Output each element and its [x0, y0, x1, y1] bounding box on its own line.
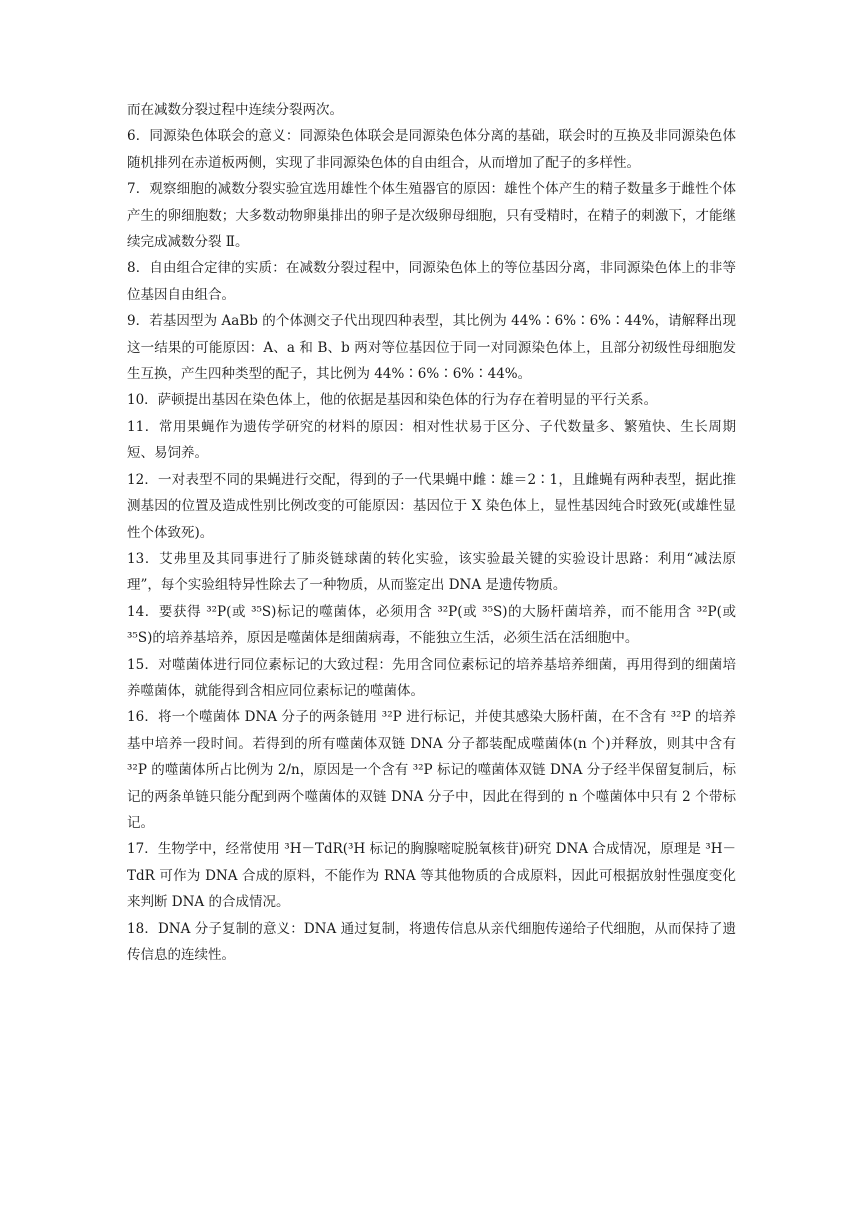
paragraph-item-11: 11．常用果蝇作为遗传学研究的材料的原因：相对性状易于区分、子代数量多、繁殖快、生长周期短、易饲养。 [127, 418, 736, 462]
paragraph-item-17: 17．生物学中，经常使用 ³H－TdR(³H 标记的胸腺嘧啶脱氧核苷)研究 DNA 合成情况，原理是 ³H－TdR 可作为 DNA 合成的原料，不能作为 RNA 等其他物质的合成原料，因此可根据放射性强度变化来判断 DNA 的合成情况。 [127, 841, 736, 911]
paragraph-item-9: 9．若基因型为 AaBb 的个体测交子代出现四种表型，其比例为 44%∶6%∶6%∶44%，请解释出现这一结果的可能原因：A、a 和 B、b 两对等位基因位于同一对同源染色体上，且部分初级性母细胞发生互换，产生四种类型的配子，其比例为 44%∶6%∶6%∶44%。 [127, 313, 736, 383]
document-body [127, 97, 736, 968]
paragraph-item-18: 18．DNA 分子复制的意义：DNA 通过复制，将遗传信息从亲代细胞传递给子代细胞，从而保持了遗传信息的连续性。 [127, 920, 736, 963]
paragraph-continuation: 而在减数分裂过程中连续分裂两次。 [127, 102, 343, 118]
paragraph-item-13: 13．艾弗里及其同事进行了肺炎链球菌的转化实验，该实验最关键的实验设计思路：利用“减法原理”，每个实验组特异性除去了一种物质，从而鉴定出 DNA 是遗传物质。 [127, 550, 736, 594]
paragraph-item-6: 6．同源染色体联会的意义：同源染色体联会是同源染色体分离的基础，联会时的互换及非同源染色体随机排列在赤道板两侧，实现了非同源染色体的自由组合，从而增加了配子的多样性。 [127, 128, 736, 171]
paragraph-item-10: 10．萨顿提出基因在染色体上，他的依据是基因和染色体的行为存在着明显的平行关系。 [127, 392, 658, 409]
paragraph-item-14: 14．要获得 ³²P(或 ³⁵S)标记的噬菌体，必须用含 ³²P(或 ³⁵S)的大肠杆菌培养，而不能用含 ³²P(或 ³⁵S)的培养基培养，原因是噬菌体是细菌病毒，不能独立生活，必须生活在活细胞中。 [127, 603, 736, 647]
paragraph-item-7: 7．观察细胞的减数分裂实验宜选用雄性个体生殖器官的原因：雄性个体产生的精子数量多于雌性个体产生的卵细胞数；大多数动物卵巢排出的卵子是次级卵母细胞，只有受精时，在精子的刺激下，才能继续完成减数分裂 Ⅱ。 [127, 181, 736, 251]
paragraph-item-12: 12．一对表型不同的果蝇进行交配，得到的子一代果蝇中雌∶雄＝2∶1，且雌蝇有两种表型，据此推测基因的位置及造成性别比例改变的可能原因：基因位于 X 染色体上，显性基因纯合时致死(或雄性显性个体致死)。 [127, 471, 736, 541]
paragraph-item-16: 16．将一个噬菌体 DNA 分子的两条链用 ³²P 进行标记，并使其感染大肠杆菌，在不含有 ³²P 的培养基中培养一段时间。若得到的所有噬菌体双链 DNA 分子都装配成噬菌体(n 个)并释放，则其中含有 ³²P 的噬菌体所占比例为 2/n，原因是一个含有 ³²P 标记的噬菌体双链 DNA 分子经半保留复制后，标记的两条单链只能分配到两个噬菌体的双链 DNA 分子中，因此在得到的 n 个噬菌体中只有 2 个带标记。 [127, 709, 736, 831]
paragraph-item-8: 8．自由组合定律的实质：在减数分裂过程中，同源染色体上的等位基因分离，非同源染色体上的非等位基因自由组合。 [127, 260, 736, 303]
paragraph-item-15: 15．对噬菌体进行同位素标记的大致过程：先用含同位素标记的培养基培养细菌，再用得到的细菌培养噬菌体，就能得到含相应同位素标记的噬菌体。 [127, 656, 736, 699]
